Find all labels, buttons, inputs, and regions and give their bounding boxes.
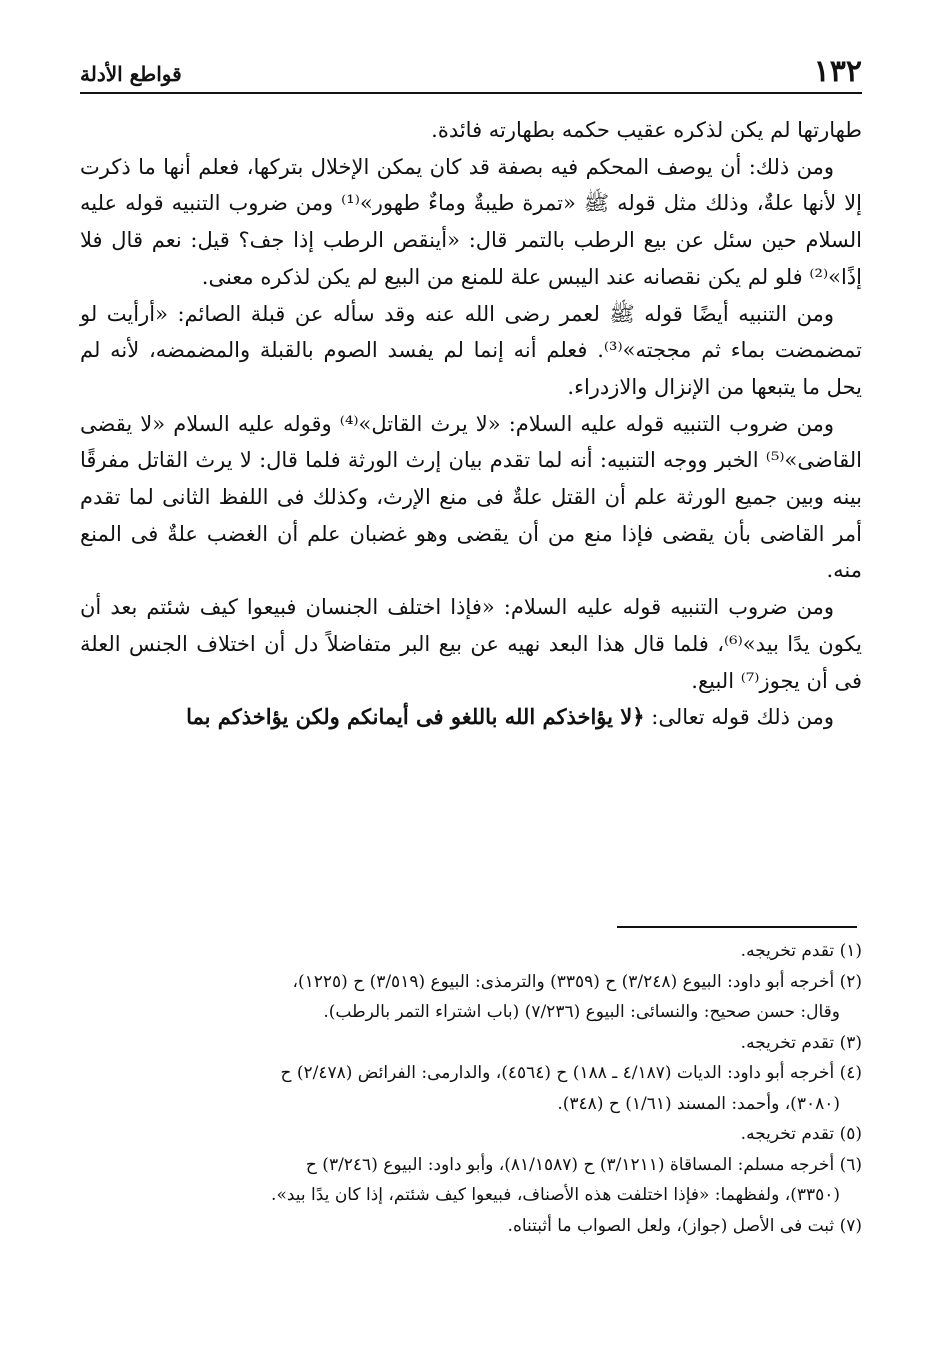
page-header — [80, 52, 862, 94]
paragraph-4: ومن ضروب التنبيه قوله عليه السلام: «لا يرث القاتل»⁽⁴⁾ وقوله عليه السلام «لا يقضى القاضى»⁽⁵⁾ الخبر ووجه التنبيه: أنه لما تقدم بيان إرث الورثة فلما قال: لا يرث القاتل مفرقًا بينه وبين جميع الورثة علم أن القتل علةٌ فى منع الإرث، وكذلك فى اللفظ الثانى لما تقدم أمر القاضى بأن يقضى فإذا منع من أن يقضى وهو غضبان علم أن الغضب علةٌ فى المنع منه. — [80, 411, 862, 583]
footnote-text-continued: (٣٠٨٠)، وأحمد: المسند (١/٦١) ح (٣٤٨). — [557, 1093, 840, 1114]
footnote-text-continued: وقال: حسن صحيح: والنسائى: البيوع (٧/٢٣٦) (باب اشتراء التمر بالرطب). — [323, 1002, 840, 1022]
footnotes — [80, 936, 862, 1241]
footnote-number: (٤) — [839, 1063, 862, 1083]
footnote-text: تقدم تخريجه. — [740, 1032, 835, 1053]
footnote-1 — [80, 936, 862, 967]
paragraph-6 — [80, 699, 862, 736]
footnote-4 — [80, 1058, 862, 1119]
footnote-2 — [80, 967, 862, 1028]
footnote-number: (٥) — [839, 1124, 862, 1144]
footnote-text: أخرجه أبو داود: البيوع (٣/٢٤٨) ح (٣٣٥٩) والترمذى: البيوع (٣/٥١٩) ح (١٢٢٥)، — [292, 971, 835, 992]
running-title: قواطع الأدلة — [80, 62, 182, 86]
paragraph-1: طهارتها لم يكن لذكره عقيب حكمه بطهارته فائدة. — [431, 118, 862, 142]
footnote-7 — [80, 1211, 862, 1242]
footnote-text: تقدم تخريجه. — [740, 1124, 835, 1144]
footnote-text-continued: (٣٣٥٠)، ولفظهما: «فإذا اختلفت هذه الأصناف، فبيعوا كيف شئتم، إذا كان يدًا بيد». — [271, 1185, 840, 1205]
paragraph-6-lead: ومن ذلك قوله تعالى: — [644, 705, 834, 730]
footnote-number: (٣) — [839, 1032, 862, 1053]
main-text — [80, 112, 862, 736]
footnote-text: ثبت فى الأصل (جواز)، ولعل الصواب ما أثبتناه. — [507, 1215, 835, 1236]
footnote-5 — [80, 1119, 862, 1150]
footnote-number: (٦) — [839, 1154, 862, 1175]
paragraph-2: ومن ذلك: أن يوصف المحكم فيه بصفة قد كان يمكن الإخلال بتركها، فعلم أنها ما ذكرت إلا لأنها علةٌ، وذلك مثل قوله ﷺ «تمرة طيبةٌ وماءٌ طهور»⁽¹⁾ ومن ضروب التنبيه قوله عليه السلام حين سئل عن بيع الرطب بالتمر قال: «أينقص الرطب إذا جف؟ قيل: نعم قال فلا إذًا»⁽²⁾ فلو لم يكن نقصانه عند اليبس علة للمنع من البيع لم يكن لذكره معنى. — [80, 154, 862, 289]
footnote-6 — [80, 1150, 862, 1211]
paragraph-5: ومن ضروب التنبيه قوله عليه السلام: «فإذا اختلف الجنسان فبيعوا كيف شئتم بعد أن يكون يدًا بيد»⁽⁶⁾، فلما قال هذا البعد نهيه عن بيع البر متفاضلاً دل أن اختلاف الجنس العلة فى أن يجوز⁽⁷⁾ البيع. — [80, 595, 862, 693]
footnote-text: أخرجه أبو داود: الديات (٤/١٨٧ ـ ١٨٨) ح (٤٥٦٤)، والدارمى: الفرائض (٢/٤٧٨) ح — [280, 1063, 835, 1083]
footnote-3 — [80, 1028, 862, 1059]
footnote-text: أخرجه مسلم: المساقاة (٣/١٢١١) ح (٨١/١٥٨٧)، وأبو داود: البيوع (٣/٢٤٦) ح — [305, 1154, 835, 1175]
footnote-number: (١) — [839, 941, 862, 961]
footnote-separator — [617, 926, 857, 928]
page-number: ١٣٢ — [813, 54, 862, 89]
footnote-number: (٢) — [839, 971, 862, 992]
footnote-number: (٧) — [839, 1215, 862, 1236]
paragraph-3: ومن التنبيه أيضًا قوله ﷺ لعمر رضى الله عنه وقد سأله عن قبلة الصائم: «أرأيت لو تمضمضت بماء ثم مججته»⁽³⁾. فعلم أنه إنما لم يفسد الصوم بالقبلة والمضمضه، لأنه لم يحل ما يتبعها من الإنزال والازدراء. — [80, 301, 862, 399]
quran-verse: ﴿لا يؤاخذكم الله باللغو فى أيمانكم ولكن يؤاخذكم بما — [186, 704, 645, 730]
footnote-text: تقدم تخريجه. — [740, 941, 835, 961]
